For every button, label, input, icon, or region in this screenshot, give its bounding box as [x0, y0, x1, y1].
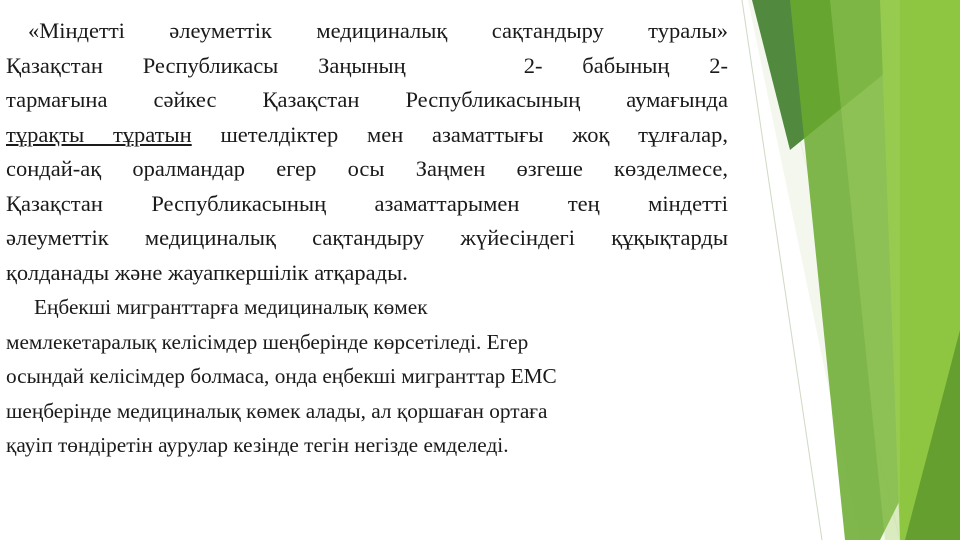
paragraph-1 — [6, 0, 728, 290]
paragraph-2-line-4: шеңберінде медициналық көмек алады, ал қоршаған ортаға — [6, 398, 548, 423]
paragraph-1-line-4 — [6, 118, 728, 153]
paragraph-1-line-2-a: Қазақстан Республикасы Заңының — [6, 52, 406, 78]
paragraph-1-line-8: қолданады және жауапкершілік атқарады. — [6, 259, 408, 285]
paragraph-1-line-5: сондай-ақ оралмандар егер осы Заңмен өзгеше көзделмесе, — [6, 156, 728, 181]
underlined-phrase: тұрақты тұратын — [6, 121, 192, 147]
paragraph-2-line-3: осындай келісімдер болмаса, онда еңбекші мигранттар ЕМС — [6, 364, 557, 389]
paragraph-2-line-5: қауіп төндіретін аурулар кезінде тегін негізде емделеді. — [6, 433, 509, 458]
paragraph-2-line-2: мемлекетаралық келісімдер шеңберінде көрсетіледі. Егер — [6, 329, 529, 354]
paragraph-1-line-6: Қазақстан Республикасының азаматтарымен тең міндетті — [6, 190, 728, 216]
paragraph-1-line-3: тармағына сәйкес Қазақстан Республикасының аумағында — [6, 87, 728, 112]
paragraph-1-line-2 — [6, 49, 728, 84]
paragraph-1-line-7: әлеуметтік медициналық сақтандыру жүйесіндегі құқықтарды — [6, 225, 728, 250]
paragraph-1-line-4-rest: шетелдіктер мен азаматтығы жоқ тұлғалар, — [191, 121, 728, 147]
paragraph-1-line-1: «Міндетті әлеуметтік медициналық сақтандыру туралы» — [28, 18, 728, 43]
slide-body — [6, 0, 728, 463]
paragraph-2 — [6, 290, 728, 463]
paragraph-1-line-2-b: 2- бабының 2- — [523, 52, 728, 78]
paragraph-2-line-1: Еңбекші мигранттарға медициналық көмек — [34, 295, 428, 319]
